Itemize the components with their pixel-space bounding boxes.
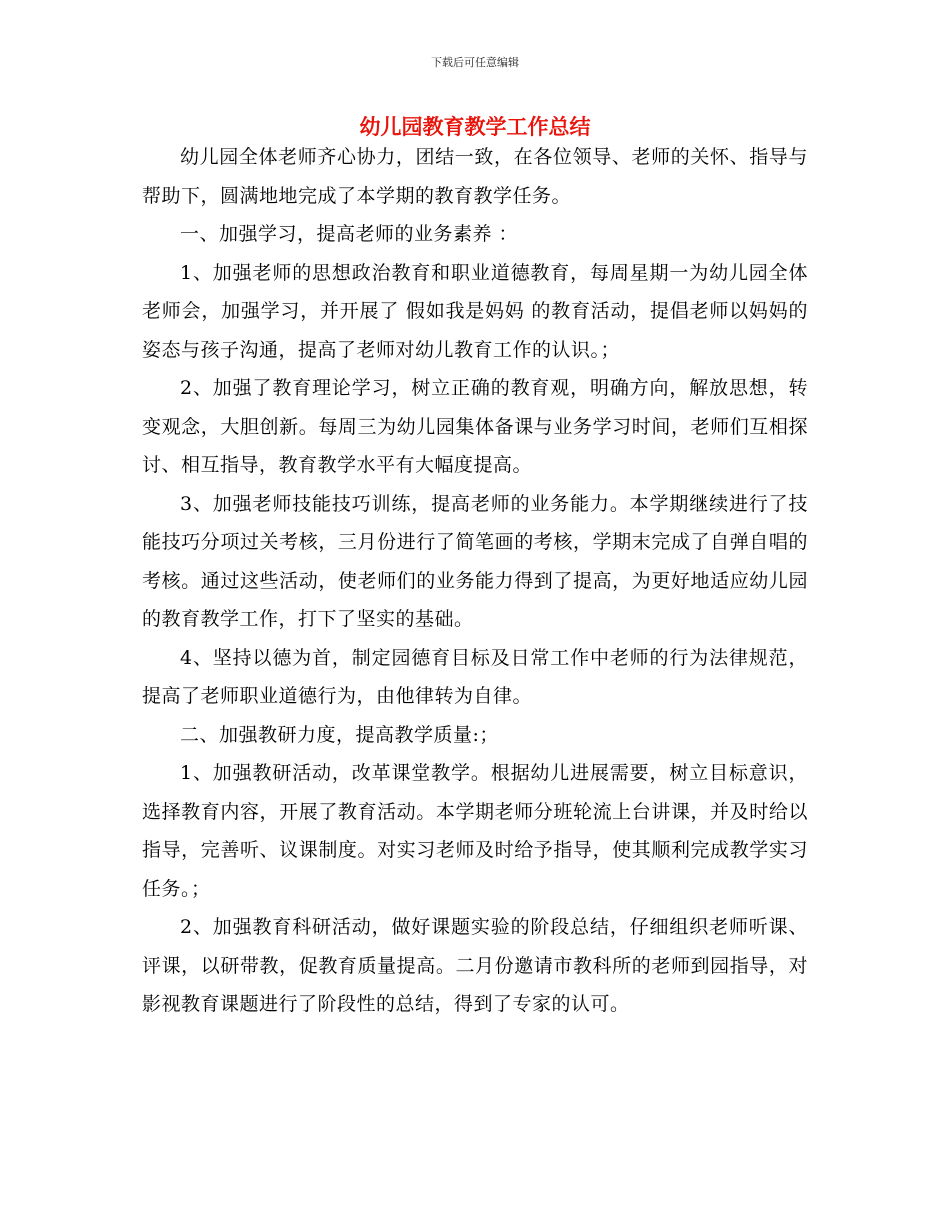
header-note: 下载后可任意编辑 (431, 56, 519, 69)
paragraph-1-1: 1、加强老师的思想政治教育和职业道德教育，每周星期一为幼儿园全体老师会，加强学习，并开展了 假如我是妈妈 的教育活动，提倡老师以妈妈的姿态与孩子沟通，提高了老师对幼儿教育工作的认识。； (142, 261, 808, 361)
paragraph-1-2: 2、加强了教育理论学习，树立正确的教育观，明确方向，解放思想，转变观念，大胆创新。每周三为幼儿园集体备课与业务学习时间，老师们互相探讨、相互指导，教育教学水平有大幅度提高。 (142, 377, 808, 476)
section-heading-1: 一、加强学习，提高老师的业务素养 ： (180, 223, 519, 245)
paragraph-intro: 幼儿园全体老师齐心协力，团结一致，在各位领导、老师的关怀、指导与帮助下，圆满地地完成了本学期的教育教学任务。 (142, 146, 808, 207)
paragraph-1-4: 4、坚持以德为首，制定园德育目标及日常工作中老师的行为法律规范，提高了老师职业道德行为，由他律转为自律。 (142, 646, 808, 707)
paragraph-2-1: 1、加强教研活动，改革课堂教学。根据幼儿进展需要，树立目标意识，选择教育内容，开展了教育活动。本学期老师分班轮流上台讲课，并及时给以指导，完善听、议课制度。对实习老师及时给予指导，使其顺利完成教学实习任务。； (142, 762, 808, 900)
section-heading-2: 二、加强教研力度，提高教学质量:； (180, 723, 499, 746)
document-title: 幼儿园教育教学工作总结 (359, 114, 591, 139)
document-body (142, 138, 808, 1024)
paragraph-1-3: 3、加强老师技能技巧训练，提高老师的业务能力。本学期继续进行了技能技巧分项过关考核，三月份进行了简笔画的考核，学期末完成了自弹自唱的考核。通过这些活动，使老师们的业务能力得到了提高，为更好地适应幼儿园的教育教学工作，打下了坚实的基础。 (142, 492, 808, 630)
paragraph-2-2: 2、加强教育科研活动，做好课题实验的阶段总结，仔细组织老师听课、评课，以研带教，促教育质量提高。二月份邀请市教科所的老师到园指导，对影视教育课题进行了阶段性的总结，得到了专家的认可。 (142, 916, 808, 1015)
